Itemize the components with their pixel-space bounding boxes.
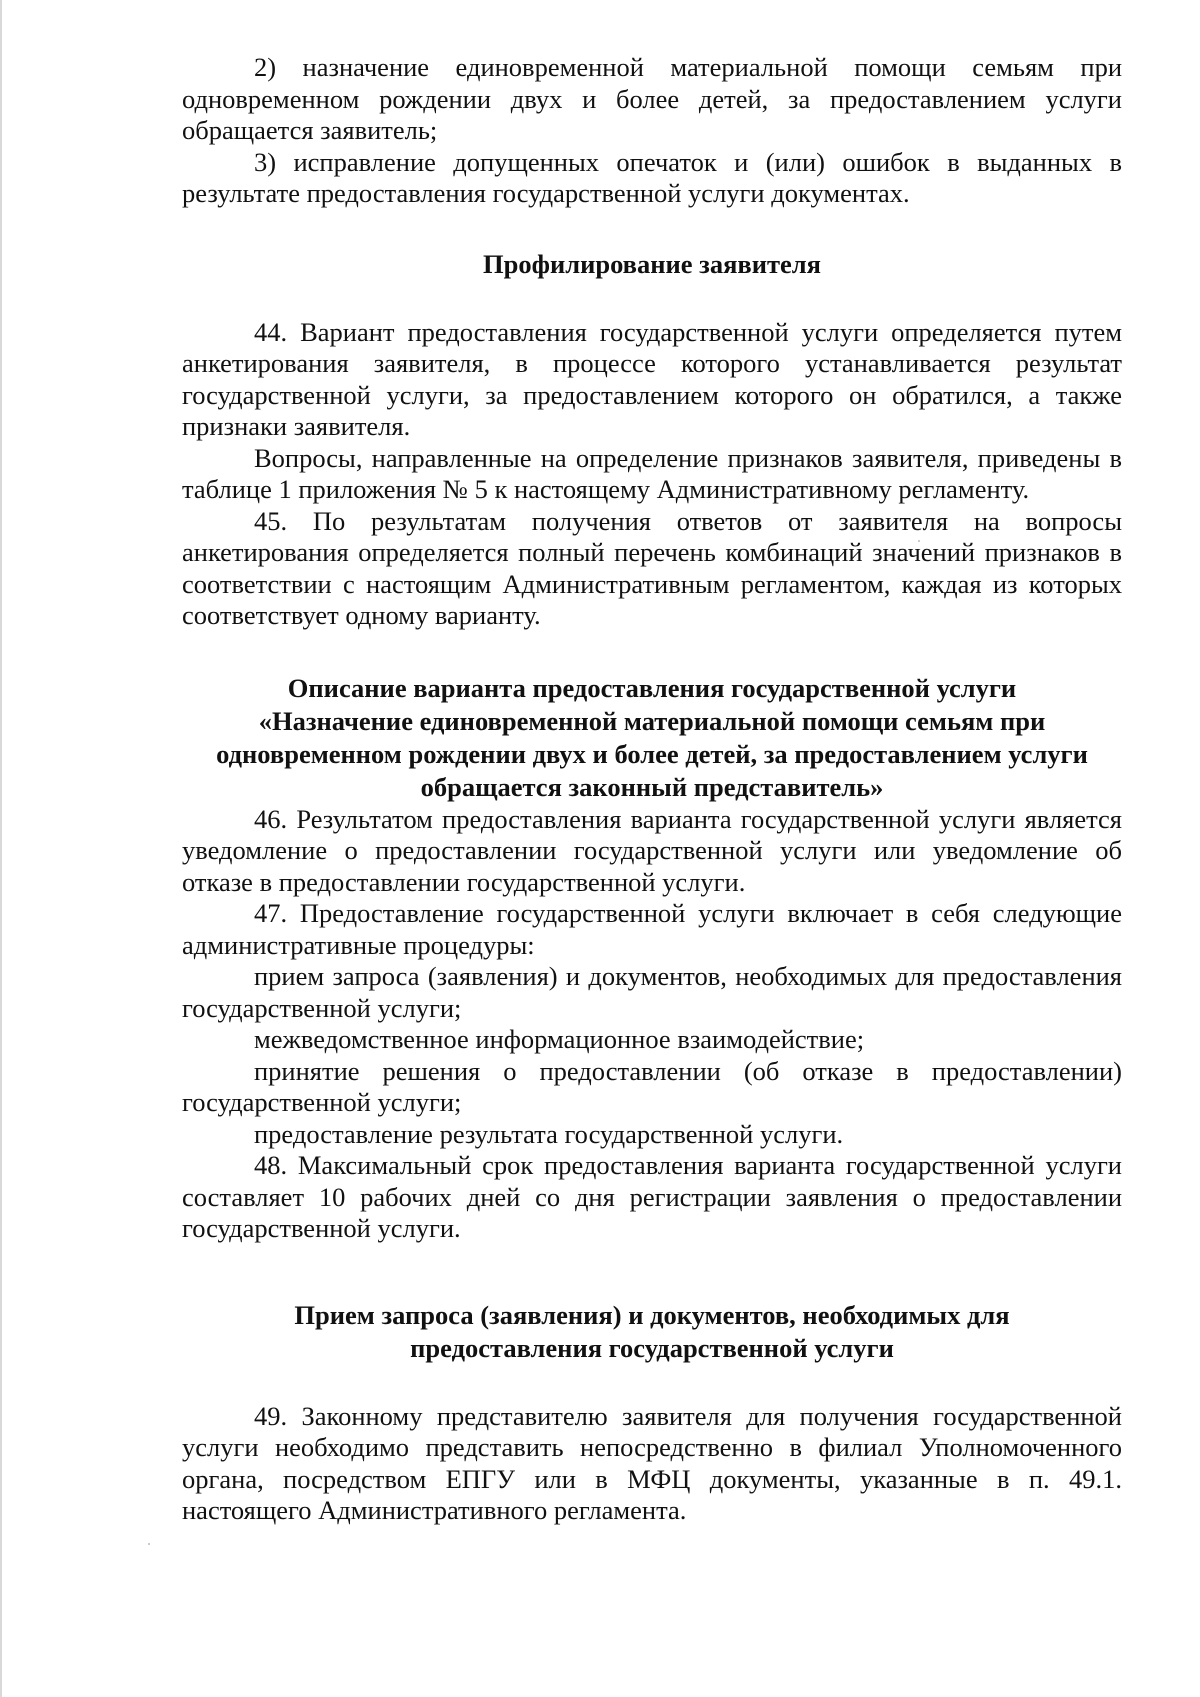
heading-line: «Назначение единовременной материальной помощи семьям при xyxy=(258,705,1046,736)
document-body xyxy=(182,52,1122,1527)
paragraph-46: 46. Результатом предоставления варианта государственной услуги является уведомление о предоставлении государственной услуги или уведомление об отказе в предоставлении государственной услуги. xyxy=(182,803,1122,897)
paragraph-44: 44. Вариант предоставления государственной услуги определяется путем анкетирования заявителя, в процессе которого устанавливается результат государственной услуги, за предоставлением которого он обратился, а также признаки заявителя. xyxy=(182,316,1122,441)
list-item-2: 2) назначение единовременной материальной помощи семьям при одновременном рождении двух и более детей, за предоставлением услуги обращается заявитель; xyxy=(182,52,1122,145)
section-heading-profiling: Профилирование заявителя xyxy=(483,248,821,279)
heading-line: одновременном рождении двух и более детей, за предоставлением услуги xyxy=(216,738,1088,769)
scan-speck xyxy=(148,1543,150,1545)
list-item-3: 3) исправление допущенных опечаток и (или) ошибок в выданных в результате предоставления государственной услуги документах. xyxy=(182,146,1122,208)
procedure-item: принятие решения о предоставлении (об отказе в предоставлении) государственной услуги; xyxy=(182,1055,1122,1117)
section-heading-reception xyxy=(182,1299,1122,1365)
procedure-item: предоставление результата государственной услуги. xyxy=(254,1118,844,1149)
heading-line: Описание варианта предоставления государственной услуги xyxy=(287,672,1017,703)
section-heading-variant xyxy=(182,672,1122,804)
procedure-item: межведомственное информационное взаимодействие; xyxy=(254,1024,865,1054)
paragraph-48: 48. Максимальный срок предоставления варианта государственной услуги составляет 10 рабочих дней со дня регистрации заявления о предоставлении государственной услуги. xyxy=(182,1150,1122,1243)
heading-line: Прием запроса (заявления) и документов, необходимых для xyxy=(294,1299,1010,1330)
procedure-item: прием запроса (заявления) и документов, необходимых для предоставления государственной услуги; xyxy=(182,961,1122,1023)
paragraph-45: 45. По результатам получения ответов от заявителя на вопросы анкетирования определяется полный перечень комбинаций значений признаков в соответствии с настоящим Административным регламентом, каждая из которых соответствует одному варианту. xyxy=(182,505,1122,630)
heading-line: обращается законный представитель» xyxy=(420,771,884,802)
scan-edge xyxy=(0,0,2,1697)
paragraph-47: 47. Предоставление государственной услуги включает в себя следующие административные процедуры: xyxy=(182,898,1122,960)
paragraph-49: 49. Законному представителю заявителя для получения государственной услуги необходимо представить непосредственно в филиал Уполномоченного органа, посредством ЕПГУ или в МФЦ документы, указанные в п. 49.1. настоящего Административного регламента. xyxy=(182,1400,1122,1525)
paragraph-44-questions: Вопросы, направленные на определение признаков заявителя, приведены в таблице 1 приложения № 5 к настоящему Административному регламенту. xyxy=(182,442,1122,504)
heading-line: предоставления государственной услуги xyxy=(410,1332,894,1363)
